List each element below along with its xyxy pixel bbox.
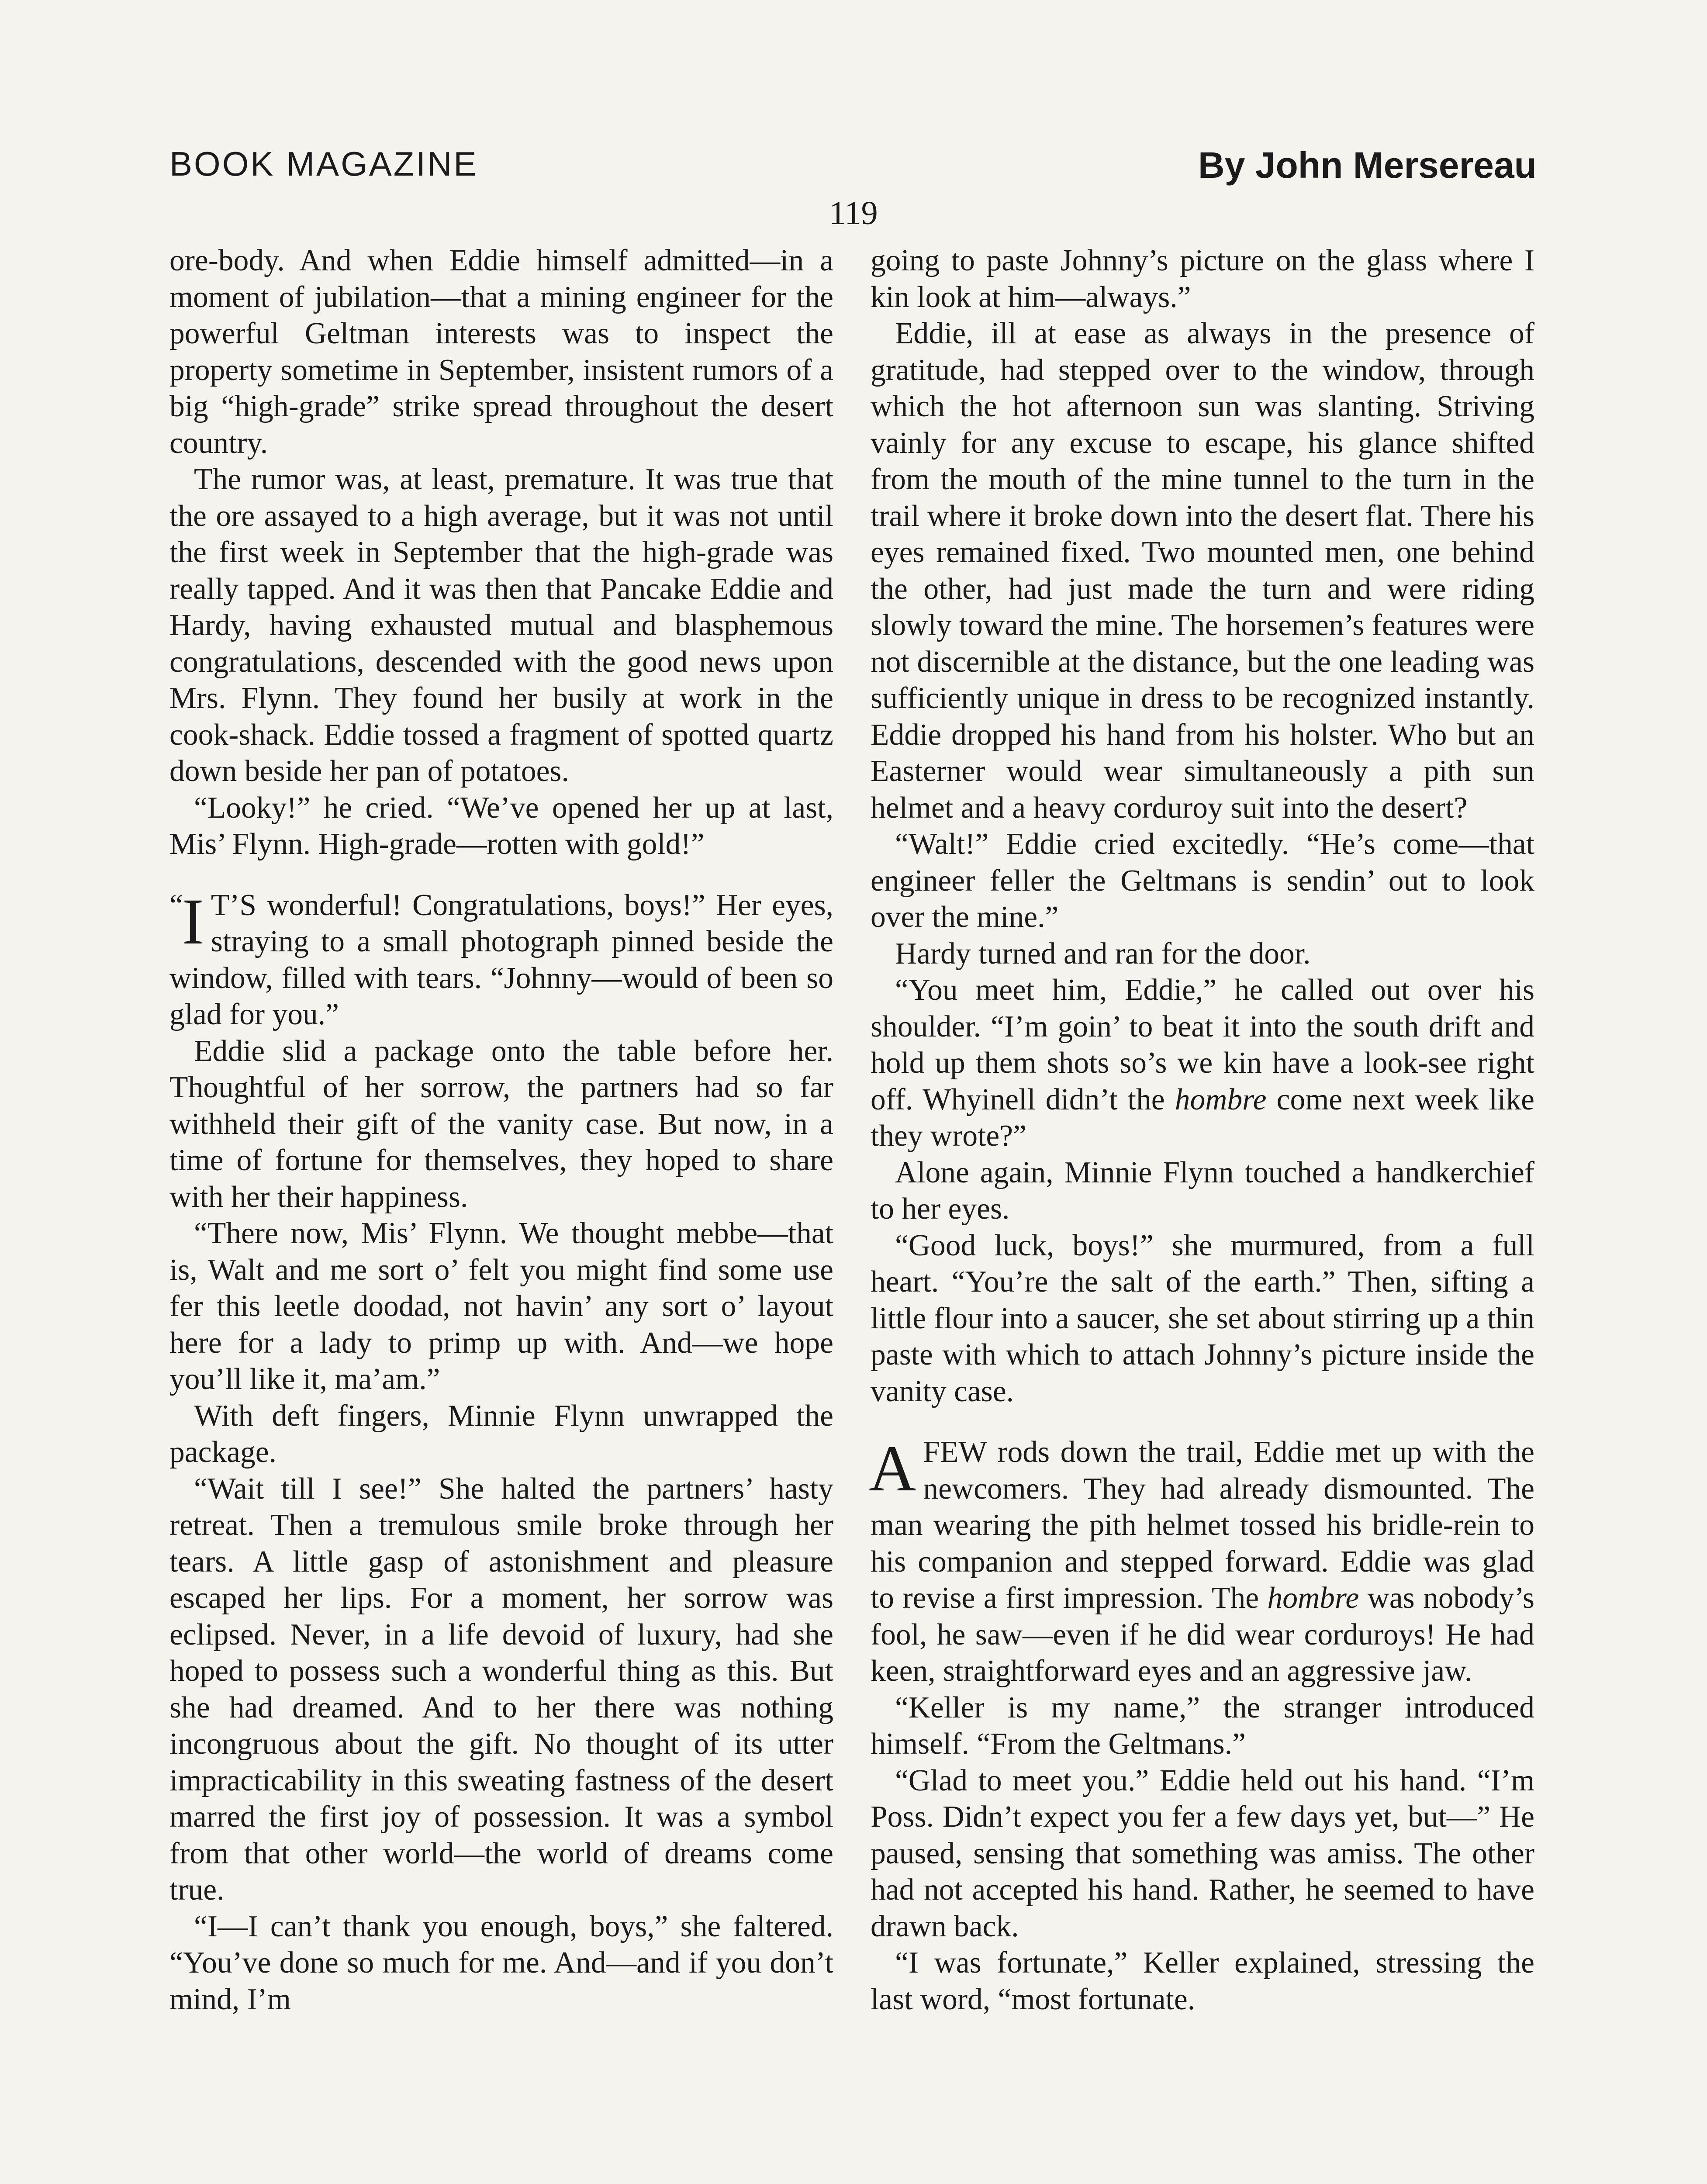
paragraph-text: “You meet him, Eddie,” he called out over his shoulder. “I’m goin’ to beat it into the south drift and hold up them shots so’s we kin have a look-see right off. Whyinell didn’t the bbox=[871, 973, 1534, 1116]
italic-word: hombre bbox=[1175, 1082, 1267, 1116]
paragraph-text: FEW rods down the trail, Eddie met up with the newcomers. They had already dismounted. The man wearing the pith helmet tossed his bridle-rein to his companion and stepped forward. Eddie was glad to revise a first impression. The bbox=[871, 1435, 1534, 1615]
paragraph: Eddie slid a package onto the table before her. Thoughtful of her sorrow, the partners had so far withheld their gift of the vanity case. But now, in a time of fortune for themselves, they hoped to share with her their happiness. bbox=[169, 1034, 833, 1214]
paragraph: The rumor was, at least, premature. It was true that the ore assayed to a high average, but it was not until the first week in September that the high-grade was really tapped. And it was then that Pancake Eddie and Hardy, having exhausted mutual and blasphemous congratulations, descended with the good news upon Mrs. Flynn. They found her busily at work in the cook-shack. Eddie tossed a fragment of spotted quartz down beside her pan of potatoes. bbox=[169, 463, 833, 788]
dropcap-letter: I bbox=[182, 885, 204, 958]
section-start-paragraph bbox=[169, 887, 833, 1033]
paragraph: Eddie, ill at ease as always in the presence of gratitude, had stepped over to the window, through which the hot afternoon sun was slanting. Striving vainly for any excuse to escape, his glance shifted from the mouth of the mine tunnel to the turn in the trail where it broke down into the desert flat. There his eyes remained fixed. Two mounted men, one behind the other, had just made the turn and were riding slowly toward the mine. The horsemen’s features were not discernible at the distance, but the one leading was sufficiently unique in dress to be recognized instantly. Eddie dropped his hand from his holster. Who but an Easterner would wear simultaneously a pith sun helmet and a heavy corduroy suit into the desert? bbox=[871, 317, 1534, 825]
section-start-paragraph bbox=[871, 1434, 1534, 1690]
paragraph: “There now, Mis’ Flynn. We thought mebbe—that is, Walt and me sort o’ felt you might find some use fer this leetle doodad, not havin’ any sort o’ layout here for a lady to primp up with. And—we hope you’ll like it, ma’am.” bbox=[169, 1216, 833, 1396]
paragraph: With deft fingers, Minnie Flynn unwrapped the package. bbox=[169, 1399, 833, 1469]
paragraph: “Keller is my name,” the stranger introduced himself. “From the Geltmans.” bbox=[871, 1690, 1534, 1761]
paragraph: Alone again, Minnie Flynn touched a handkerchief to her eyes. bbox=[871, 1155, 1534, 1226]
paragraph bbox=[871, 972, 1534, 1154]
paragraph: “Looky!” he cried. “We’ve opened her up at last, Mis’ Flynn. High-grade—rotten with gold!” bbox=[169, 791, 833, 861]
left-column bbox=[169, 242, 833, 2018]
italic-word: hombre bbox=[1267, 1581, 1359, 1615]
page-number: 119 bbox=[829, 195, 878, 232]
paragraph: going to paste Johnny’s picture on the glass where I kin look at him—always.” bbox=[871, 244, 1534, 314]
paragraph-text: come next week like they wrote?” bbox=[871, 1082, 1534, 1153]
paragraph-text: T’S wonderful! Congratulations, boys!” Her eyes, straying to a small photograph pinned beside the window, filled with tears. “Johnny—would of been so glad for you.” bbox=[169, 888, 833, 1031]
paragraph: “Walt!” Eddie cried excitedly. “He’s come—that engineer feller the Geltmans is sendin’ out to look over the mine.” bbox=[871, 827, 1534, 934]
dropcap-quote: “ bbox=[169, 888, 183, 922]
right-column bbox=[871, 242, 1534, 2018]
paragraph-text: was nobody’s fool, he saw—even if he did wear corduroys! He had keen, straightforward eyes and an aggressive jaw. bbox=[871, 1581, 1534, 1688]
paragraph: Hardy turned and ran for the door. bbox=[895, 936, 1311, 971]
paragraph: “I—I can’t thank you enough, boys,” she faltered. “You’ve done so much for me. And—and if you don’t mind, I’m bbox=[169, 1909, 833, 2016]
paragraph: “Glad to meet you.” Eddie held out his hand. “I’m Poss. Didn’t expect you fer a few days yet, but—” He paused, sensing that something was amiss. The other had not accepted his hand. Rather, he seemed to have drawn back. bbox=[871, 1763, 1534, 1943]
paragraph: “I was fortunate,” Keller explained, stressing the last word, “most fortunate. bbox=[871, 1946, 1534, 2016]
paragraph: ore-body. And when Eddie himself admitted—in a moment of jubilation—that a mining engineer for the powerful Geltman interests was to inspect the property sometime in September, insistent rumors of a big “high-grade” strike spread throughout the desert country. bbox=[169, 244, 833, 460]
paragraph: “Good luck, boys!” she murmured, from a full heart. “You’re the salt of the earth.” Then, sifting a little flour into a saucer, she set about stirring up a thin paste with which to attach Johnny’s picture inside the vanity case. bbox=[871, 1228, 1534, 1408]
paragraph: “Wait till I see!” She halted the partners’ hasty retreat. Then a tremulous smile broke through her tears. A little gasp of astonishment and pleasure escaped her lips. For a moment, her sorrow was eclipsed. Never, in a life devoid of luxury, had she hoped to possess such a wonderful thing as this. But she had dreamed. And to her there was nothing incongruous about the gift. No thought of its utter impracticability in this sweating fastness of the desert marred the first joy of possession. It was a symbol from that other world—the world of dreams come true. bbox=[169, 1472, 833, 1907]
running-head-author: By John Mersereau bbox=[1198, 145, 1537, 186]
dropcap-letter: A bbox=[869, 1432, 916, 1505]
running-head-magazine: BOOK MAGAZINE bbox=[169, 145, 478, 183]
